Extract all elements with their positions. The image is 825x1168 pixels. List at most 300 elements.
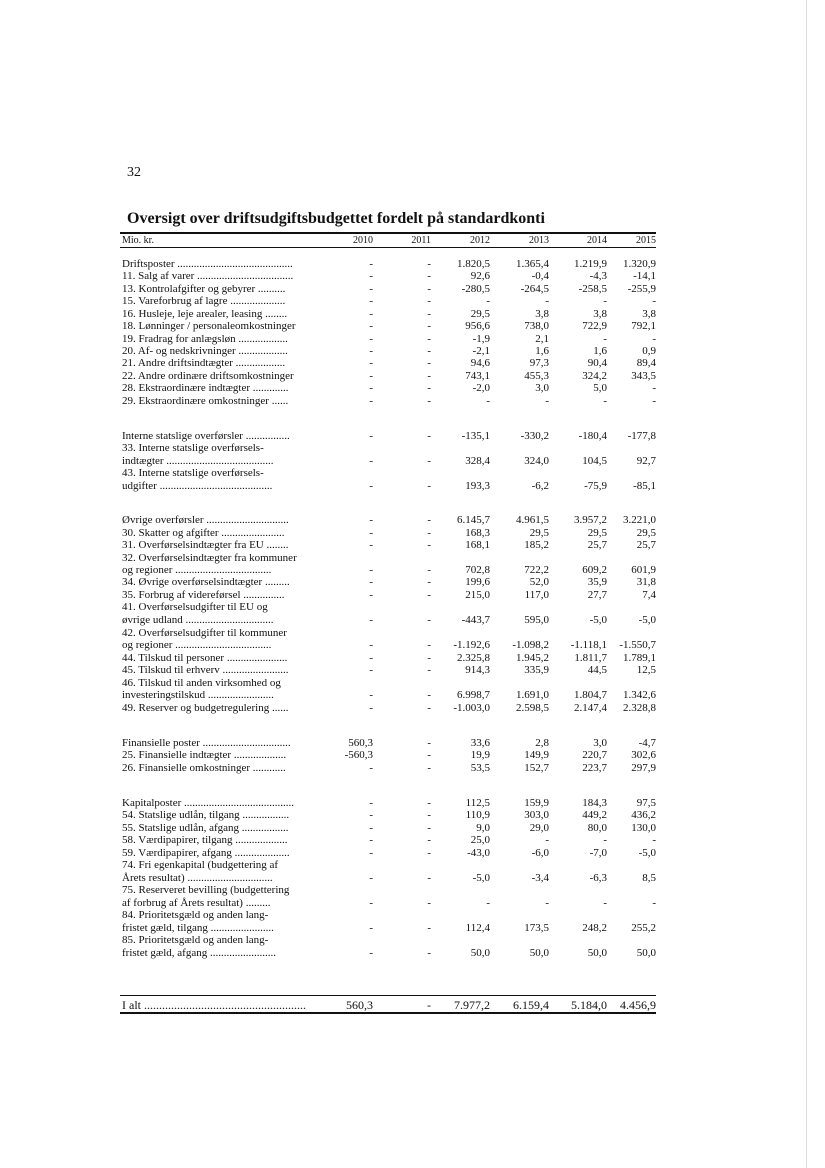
table-cell: 31,8 bbox=[636, 576, 656, 588]
table-cell: 248,2 bbox=[582, 922, 607, 934]
row-label: 19. Fradrag for anlægsløn .................. bbox=[122, 333, 288, 345]
table-cell: 1.789,1 bbox=[623, 652, 656, 664]
table-cell: 560,3 bbox=[348, 737, 373, 749]
table-cell: - bbox=[369, 430, 373, 442]
table-cell: 702,8 bbox=[465, 564, 490, 576]
row-label: Interne statslige overførsler ................ bbox=[122, 430, 290, 442]
table-cell: 92,6 bbox=[470, 270, 490, 282]
row-label: 75. Reserveret bevilling (budgettering bbox=[122, 884, 290, 896]
table-cell: -280,5 bbox=[461, 283, 490, 295]
table-cell: - bbox=[427, 308, 431, 320]
table-cell: - bbox=[427, 639, 431, 651]
table-cell: 2.325,8 bbox=[457, 652, 490, 664]
year-header: 2014 bbox=[587, 235, 607, 246]
row-label: 46. Tilskud til anden virksomhed og bbox=[122, 677, 281, 689]
table-cell: - bbox=[369, 345, 373, 357]
table-cell: 601,9 bbox=[631, 564, 656, 576]
table-cell: - bbox=[427, 922, 431, 934]
table-cell: - bbox=[369, 652, 373, 664]
table-cell: -1.118,1 bbox=[570, 639, 607, 651]
table-cell: - bbox=[369, 847, 373, 859]
row-label: Finansielle poster ................................ bbox=[122, 737, 291, 749]
table-cell: - bbox=[427, 737, 431, 749]
table-cell: - bbox=[603, 295, 607, 307]
table-cell: 1.945,2 bbox=[516, 652, 549, 664]
table-cell: 255,2 bbox=[631, 922, 656, 934]
table-cell: 792,1 bbox=[631, 320, 656, 332]
table-cell: 2.598,5 bbox=[516, 702, 549, 714]
table-cell: 914,3 bbox=[465, 664, 490, 676]
table-cell: - bbox=[603, 897, 607, 909]
table-cell: - bbox=[369, 455, 373, 467]
table-cell: - bbox=[427, 897, 431, 909]
table-cell: - bbox=[603, 834, 607, 846]
table-cell: 184,3 bbox=[582, 797, 607, 809]
table-cell: -2,0 bbox=[472, 382, 490, 394]
table-cell: 3,8 bbox=[593, 308, 607, 320]
table-cell: - bbox=[369, 797, 373, 809]
table-cell: 25,0 bbox=[470, 834, 490, 846]
table-cell: 173,5 bbox=[524, 922, 549, 934]
table-cell: -4,3 bbox=[589, 270, 607, 282]
table-cell: -5,0 bbox=[472, 872, 490, 884]
table-cell: -1,9 bbox=[472, 333, 490, 345]
unit-label: Mio. kr. bbox=[122, 235, 154, 246]
table-cell: 112,4 bbox=[465, 922, 490, 934]
table-cell: - bbox=[427, 689, 431, 701]
row-label: 22. Andre ordinære driftsomkostninger bbox=[122, 370, 294, 382]
table-cell: - bbox=[369, 283, 373, 295]
row-label: 74. Fri egenkapital (budgettering af bbox=[122, 859, 279, 871]
table-cell: -177,8 bbox=[627, 430, 656, 442]
table-cell: 104,5 bbox=[582, 455, 607, 467]
table-cell: - bbox=[427, 258, 431, 270]
table-cell: 149,9 bbox=[524, 749, 549, 761]
table-cell: 50,0 bbox=[587, 947, 607, 959]
table-cell: - bbox=[427, 762, 431, 774]
table-cell: - bbox=[369, 834, 373, 846]
table-cell: 5,0 bbox=[593, 382, 607, 394]
table-cell: 722,2 bbox=[524, 564, 549, 576]
page-edge-line bbox=[806, 0, 807, 1168]
table-cell: - bbox=[427, 614, 431, 626]
table-cell: - bbox=[427, 589, 431, 601]
total-label: I alt ...................................................... bbox=[122, 998, 306, 1012]
header-rule bbox=[120, 247, 656, 248]
table-cell: 1.691,0 bbox=[516, 689, 549, 701]
table-cell: 302,6 bbox=[631, 749, 656, 761]
table-cell: 29,5 bbox=[587, 527, 607, 539]
row-label: og regioner ................................... bbox=[122, 564, 272, 576]
table-cell: 97,5 bbox=[636, 797, 656, 809]
table-cell: 324,0 bbox=[524, 455, 549, 467]
table-cell: - bbox=[369, 258, 373, 270]
table-cell: - bbox=[427, 333, 431, 345]
table-cell: -7,0 bbox=[589, 847, 607, 859]
row-label: 18. Lønninger / personaleomkostninger bbox=[122, 320, 296, 332]
table-cell: -43,0 bbox=[467, 847, 490, 859]
table-cell: - bbox=[427, 702, 431, 714]
table-cell: - bbox=[369, 947, 373, 959]
table-cell: 455,3 bbox=[524, 370, 549, 382]
row-label: 45. Tilskud til erhverv ........................ bbox=[122, 664, 289, 676]
table-cell: -1.098,2 bbox=[512, 639, 549, 651]
table-cell: - bbox=[369, 762, 373, 774]
table-cell: 220,7 bbox=[582, 749, 607, 761]
table-cell: - bbox=[652, 834, 656, 846]
row-label: 35. Forbrug af videreførsel ............... bbox=[122, 589, 285, 601]
table-cell: 303,0 bbox=[524, 809, 549, 821]
table-cell: 50,0 bbox=[470, 947, 490, 959]
table-cell: - bbox=[427, 382, 431, 394]
table-cell: - bbox=[369, 664, 373, 676]
table-cell: - bbox=[486, 395, 490, 407]
table-cell: 27,7 bbox=[587, 589, 607, 601]
table-cell: - bbox=[427, 370, 431, 382]
table-cell: 3,0 bbox=[593, 737, 607, 749]
row-label: 20. Af- og nedskrivninger .................. bbox=[122, 345, 288, 357]
year-header: 2010 bbox=[353, 235, 373, 246]
table-cell: 9,0 bbox=[476, 822, 490, 834]
row-label: af forbrug af Årets resultat) ......... bbox=[122, 897, 271, 909]
table-cell: -5,0 bbox=[638, 847, 656, 859]
page-number: 32 bbox=[127, 165, 141, 180]
row-label: Øvrige overførsler .............................. bbox=[122, 514, 289, 526]
table-cell: - bbox=[427, 295, 431, 307]
table-cell: 112,5 bbox=[465, 797, 490, 809]
row-label: 30. Skatter og afgifter ....................... bbox=[122, 527, 285, 539]
table-cell: 80,0 bbox=[587, 822, 607, 834]
table-cell: - bbox=[369, 702, 373, 714]
table-cell: - bbox=[369, 382, 373, 394]
table-cell: - bbox=[427, 822, 431, 834]
row-label: 54. Statslige udlån, tilgang ................. bbox=[122, 809, 290, 821]
row-label: 13. Kontrolafgifter og gebyrer .......... bbox=[122, 283, 286, 295]
table-cell: - bbox=[427, 847, 431, 859]
table-cell: 25,7 bbox=[587, 539, 607, 551]
row-label: 49. Reserver og budgetregulering ...... bbox=[122, 702, 289, 714]
table-cell: 168,1 bbox=[465, 539, 490, 551]
table-cell: 343,5 bbox=[631, 370, 656, 382]
table-cell: 110,9 bbox=[465, 809, 490, 821]
row-label: Kapitalposter ........................................ bbox=[122, 797, 295, 809]
table-cell: 1.804,7 bbox=[574, 689, 607, 701]
table-cell: 1,6 bbox=[535, 345, 549, 357]
table-cell: 1.365,4 bbox=[516, 258, 549, 270]
table-cell: 97,3 bbox=[529, 357, 549, 369]
table-cell: 328,4 bbox=[465, 455, 490, 467]
total-cell: 7.977,2 bbox=[454, 998, 490, 1012]
table-cell: 1.811,7 bbox=[574, 652, 607, 664]
table-cell: 2.147,4 bbox=[574, 702, 607, 714]
row-label: 33. Interne statslige overførsels- bbox=[122, 442, 264, 454]
total-cell: 5.184,0 bbox=[571, 998, 607, 1012]
row-label: 15. Vareforbrug af lagre .................... bbox=[122, 295, 286, 307]
table-cell: - bbox=[427, 345, 431, 357]
table-cell: - bbox=[427, 834, 431, 846]
table-cell: 90,4 bbox=[587, 357, 607, 369]
table-cell: 89,4 bbox=[636, 357, 656, 369]
total-cell: 6.159,4 bbox=[513, 998, 549, 1012]
table-cell: - bbox=[369, 308, 373, 320]
row-label: 28. Ekstraordinære indtægter ............. bbox=[122, 382, 289, 394]
row-label: 85. Prioritetsgæld og anden lang- bbox=[122, 934, 269, 946]
table-cell: -4,7 bbox=[638, 737, 656, 749]
table-cell: - bbox=[369, 370, 373, 382]
table-cell: -330,2 bbox=[520, 430, 549, 442]
table-cell: -6,0 bbox=[531, 847, 549, 859]
row-label: 41. Overførselsudgifter til EU og bbox=[122, 601, 268, 613]
table-cell: - bbox=[427, 527, 431, 539]
table-cell: -0,4 bbox=[531, 270, 549, 282]
table-cell: - bbox=[369, 514, 373, 526]
table-cell: 223,7 bbox=[582, 762, 607, 774]
year-header: 2013 bbox=[529, 235, 549, 246]
total-cell: - bbox=[427, 998, 431, 1012]
table-cell: - bbox=[369, 395, 373, 407]
table-cell: - bbox=[369, 320, 373, 332]
table-cell: 3.957,2 bbox=[574, 514, 607, 526]
table-cell: -14,1 bbox=[633, 270, 656, 282]
table-cell: 743,1 bbox=[465, 370, 490, 382]
table-cell: - bbox=[427, 270, 431, 282]
total-rule bbox=[120, 995, 656, 996]
table-cell: - bbox=[652, 382, 656, 394]
row-label: fristet gæld, tilgang ....................... bbox=[122, 922, 274, 934]
row-label: 29. Ekstraordinære omkostninger ...... bbox=[122, 395, 289, 407]
table-cell: 53,5 bbox=[470, 762, 490, 774]
row-label: 84. Prioritetsgæld og anden lang- bbox=[122, 909, 269, 921]
row-label: 44. Tilskud til personer ...................... bbox=[122, 652, 288, 664]
table-cell: 152,7 bbox=[524, 762, 549, 774]
table-cell: - bbox=[369, 270, 373, 282]
table-cell: - bbox=[652, 395, 656, 407]
table-cell: 1.219,9 bbox=[574, 258, 607, 270]
row-label: 31. Overførselsindtægter fra EU ........ bbox=[122, 539, 289, 551]
year-header: 2015 bbox=[636, 235, 656, 246]
table-cell: -2,1 bbox=[472, 345, 490, 357]
table-cell: 7,4 bbox=[642, 589, 656, 601]
table-cell: 12,5 bbox=[636, 664, 656, 676]
table-cell: - bbox=[369, 527, 373, 539]
table-cell: - bbox=[427, 947, 431, 959]
row-label: 26. Finansielle omkostninger ............ bbox=[122, 762, 286, 774]
table-cell: 52,0 bbox=[529, 576, 549, 588]
table-cell: -180,4 bbox=[578, 430, 607, 442]
table-cell: - bbox=[603, 333, 607, 345]
table-cell: 8,5 bbox=[642, 872, 656, 884]
table-cell: - bbox=[427, 320, 431, 332]
table-cell: 33,6 bbox=[470, 737, 490, 749]
table-cell: -1.003,0 bbox=[453, 702, 490, 714]
table-cell: - bbox=[427, 872, 431, 884]
table-cell: 1.320,9 bbox=[623, 258, 656, 270]
table-cell: 1,6 bbox=[593, 345, 607, 357]
table-cell: - bbox=[545, 295, 549, 307]
table-cell: 50,0 bbox=[636, 947, 656, 959]
table-cell: -3,4 bbox=[531, 872, 549, 884]
table-cell: - bbox=[369, 564, 373, 576]
table-cell: 6.145,7 bbox=[457, 514, 490, 526]
row-label: 16. Husleje, leje arealer, leasing ........ bbox=[122, 308, 288, 320]
table-cell: - bbox=[427, 283, 431, 295]
table-cell: 3,8 bbox=[642, 308, 656, 320]
row-label: Årets resultat) ............................... bbox=[122, 872, 273, 884]
table-cell: - bbox=[427, 564, 431, 576]
table-cell: - bbox=[486, 897, 490, 909]
table-cell: 168,3 bbox=[465, 527, 490, 539]
total-cell: 4.456,9 bbox=[620, 998, 656, 1012]
table-cell: 1.820,5 bbox=[457, 258, 490, 270]
table-cell: -135,1 bbox=[461, 430, 490, 442]
row-label: Driftsposter .......................................... bbox=[122, 258, 293, 270]
row-label: 59. Værdipapirer, afgang .................... bbox=[122, 847, 290, 859]
table-cell: - bbox=[652, 333, 656, 345]
table-cell: - bbox=[369, 614, 373, 626]
table-cell: -85,1 bbox=[633, 480, 656, 492]
table-cell: 3,0 bbox=[535, 382, 549, 394]
table-cell: - bbox=[369, 809, 373, 821]
table-cell: 3,8 bbox=[535, 308, 549, 320]
table-cell: - bbox=[652, 295, 656, 307]
row-label: indtægter ....................................... bbox=[122, 455, 274, 467]
year-header: 2012 bbox=[470, 235, 490, 246]
table-bottom-rule bbox=[120, 1012, 656, 1014]
table-cell: - bbox=[369, 922, 373, 934]
row-label: udgifter ......................................... bbox=[122, 480, 273, 492]
table-cell: 956,6 bbox=[465, 320, 490, 332]
table-cell: 6.998,7 bbox=[457, 689, 490, 701]
table-cell: - bbox=[369, 689, 373, 701]
table-cell: 436,2 bbox=[631, 809, 656, 821]
total-cell: 560,3 bbox=[346, 998, 373, 1012]
table-cell: 199,6 bbox=[465, 576, 490, 588]
table-cell: - bbox=[369, 295, 373, 307]
table-cell: - bbox=[603, 395, 607, 407]
table-cell: -255,9 bbox=[627, 283, 656, 295]
row-label: og regioner ................................... bbox=[122, 639, 272, 651]
row-label: 25. Finansielle indtægter ................... bbox=[122, 749, 287, 761]
table-cell: - bbox=[427, 664, 431, 676]
table-cell: - bbox=[427, 797, 431, 809]
table-cell: 2.328,8 bbox=[623, 702, 656, 714]
row-label: 42. Overførselsudgifter til kommuner bbox=[122, 627, 287, 639]
table-cell: - bbox=[369, 822, 373, 834]
table-cell: - bbox=[427, 395, 431, 407]
table-cell: - bbox=[369, 539, 373, 551]
table-cell: -75,9 bbox=[584, 480, 607, 492]
row-label: fristet gæld, afgang ........................ bbox=[122, 947, 276, 959]
table-cell: -6,3 bbox=[589, 872, 607, 884]
table-cell: -443,7 bbox=[461, 614, 490, 626]
table-cell: 29,5 bbox=[636, 527, 656, 539]
table-cell: - bbox=[427, 539, 431, 551]
row-label: 32. Overførselsindtægter fra kommuner bbox=[122, 552, 297, 564]
table-cell: 609,2 bbox=[582, 564, 607, 576]
table-cell: - bbox=[427, 576, 431, 588]
table-cell: 44,5 bbox=[587, 664, 607, 676]
table-cell: - bbox=[369, 576, 373, 588]
table-top-rule bbox=[120, 232, 656, 234]
table-cell: 19,9 bbox=[470, 749, 490, 761]
table-cell: - bbox=[369, 897, 373, 909]
table-cell: - bbox=[369, 333, 373, 345]
row-label: 34. Øvrige overførselsindtægter ......... bbox=[122, 576, 290, 588]
table-cell: 130,0 bbox=[631, 822, 656, 834]
table-cell: - bbox=[545, 395, 549, 407]
table-cell: -6,2 bbox=[531, 480, 549, 492]
table-cell: - bbox=[427, 480, 431, 492]
table-cell: 2,1 bbox=[535, 333, 549, 345]
table-cell: -258,5 bbox=[578, 283, 607, 295]
table-cell: 1.342,6 bbox=[623, 689, 656, 701]
table-cell: 722,9 bbox=[582, 320, 607, 332]
table-cell: 0,9 bbox=[642, 345, 656, 357]
table-cell: 117,0 bbox=[524, 589, 549, 601]
table-cell: 50,0 bbox=[529, 947, 549, 959]
table-cell: -5,0 bbox=[638, 614, 656, 626]
row-label: 58. Værdipapirer, tilgang ................... bbox=[122, 834, 288, 846]
table-cell: 35,9 bbox=[587, 576, 607, 588]
table-cell: 92,7 bbox=[636, 455, 656, 467]
table-cell: - bbox=[545, 834, 549, 846]
table-title: Oversigt over driftsudgiftsbudgettet fordelt på standardkonti bbox=[127, 210, 545, 227]
table-cell: - bbox=[369, 357, 373, 369]
table-cell: 297,9 bbox=[631, 762, 656, 774]
row-label: investeringstilskud ........................ bbox=[122, 689, 274, 701]
table-cell: - bbox=[427, 455, 431, 467]
table-cell: 25,7 bbox=[636, 539, 656, 551]
table-cell: 2,8 bbox=[535, 737, 549, 749]
table-cell: -5,0 bbox=[589, 614, 607, 626]
table-cell: - bbox=[427, 514, 431, 526]
table-cell: - bbox=[369, 480, 373, 492]
row-label: 43. Interne statslige overførsels- bbox=[122, 467, 264, 479]
table-cell: - bbox=[427, 749, 431, 761]
table-cell: 3.221,0 bbox=[623, 514, 656, 526]
table-cell: 324,2 bbox=[582, 370, 607, 382]
row-label: 21. Andre driftsindtægter .................. bbox=[122, 357, 286, 369]
table-cell: - bbox=[369, 639, 373, 651]
table-cell: - bbox=[369, 872, 373, 884]
table-cell: -264,5 bbox=[520, 283, 549, 295]
table-cell: 29,5 bbox=[470, 308, 490, 320]
row-label: 11. Salg af varer ................................... bbox=[122, 270, 294, 282]
table-cell: - bbox=[427, 809, 431, 821]
table-cell: 335,9 bbox=[524, 664, 549, 676]
table-cell: - bbox=[427, 652, 431, 664]
table-cell: 193,3 bbox=[465, 480, 490, 492]
table-cell: - bbox=[427, 357, 431, 369]
table-cell: 94,6 bbox=[470, 357, 490, 369]
table-cell: 738,0 bbox=[524, 320, 549, 332]
row-label: 55. Statslige udlån, afgang ................. bbox=[122, 822, 289, 834]
table-cell: - bbox=[652, 897, 656, 909]
table-cell: 159,9 bbox=[524, 797, 549, 809]
table-cell: 595,0 bbox=[524, 614, 549, 626]
table-cell: - bbox=[369, 589, 373, 601]
table-cell: 449,2 bbox=[582, 809, 607, 821]
table-cell: - bbox=[486, 295, 490, 307]
table-cell: 29,0 bbox=[529, 822, 549, 834]
table-cell: 29,5 bbox=[529, 527, 549, 539]
table-cell: 4.961,5 bbox=[516, 514, 549, 526]
table-cell: 215,0 bbox=[465, 589, 490, 601]
table-cell: -1.550,7 bbox=[619, 639, 656, 651]
table-cell: -1.192,6 bbox=[453, 639, 490, 651]
table-cell: - bbox=[427, 430, 431, 442]
table-cell: - bbox=[545, 897, 549, 909]
